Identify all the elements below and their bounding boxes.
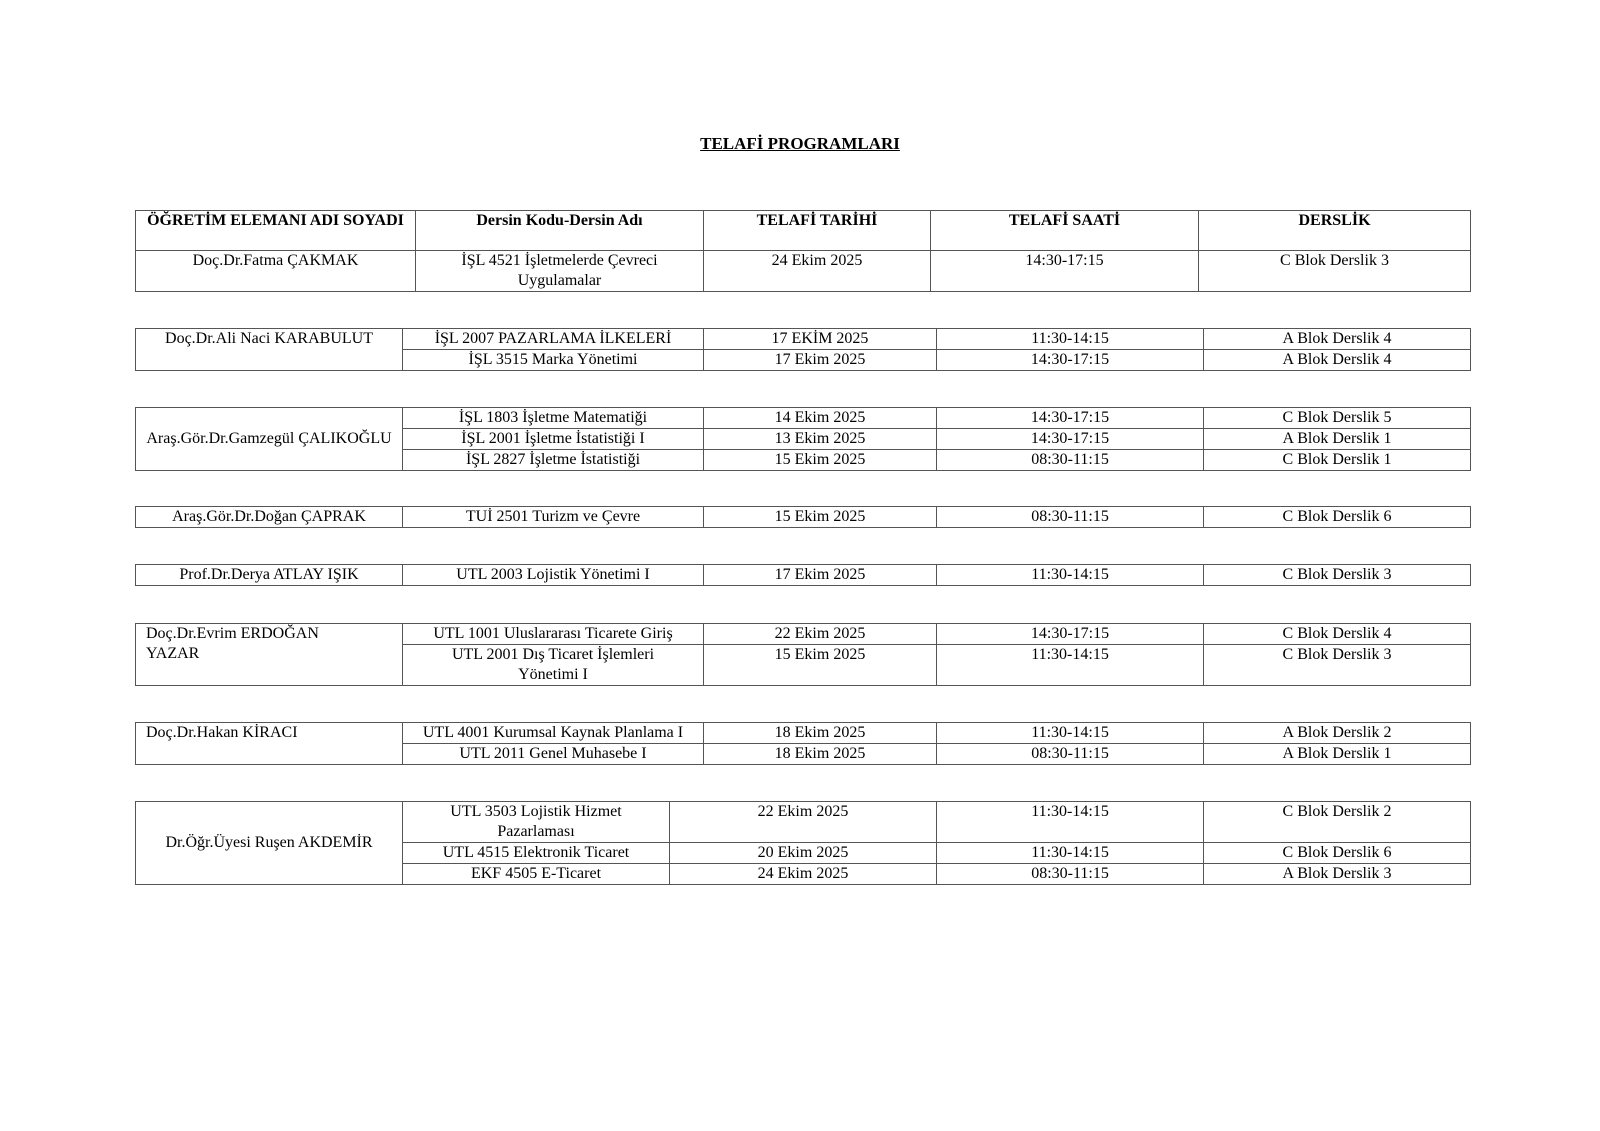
makeup-date: 18 Ekim 2025 — [704, 744, 937, 765]
classroom: C Blok Derslik 3 — [1204, 565, 1471, 586]
makeup-date: 15 Ekim 2025 — [704, 507, 937, 528]
course-name: TUİ 2501 Turizm ve Çevre — [403, 507, 704, 528]
makeup-date: 17 EKİM 2025 — [704, 329, 937, 350]
classroom: C Blok Derslik 3 — [1199, 251, 1471, 292]
table-row — [136, 624, 1471, 645]
schedule-table-8 — [135, 801, 1471, 885]
table-row — [136, 329, 1471, 350]
makeup-time: 11:30-14:15 — [937, 329, 1204, 350]
header-room: DERSLİK — [1199, 211, 1471, 251]
instructor-name: Prof.Dr.Derya ATLAY IŞIK — [136, 565, 403, 586]
makeup-time: 14:30-17:15 — [937, 408, 1204, 429]
document-title: TELAFİ PROGRAMLARI — [700, 134, 900, 153]
course-name: İŞL 1803 İşletme Matematiği — [403, 408, 704, 429]
instructor-name: Doç.Dr.Fatma ÇAKMAK — [136, 251, 416, 292]
makeup-date: 20 Ekim 2025 — [670, 843, 937, 864]
classroom: A Blok Derslik 3 — [1204, 864, 1471, 885]
classroom: C Blok Derslik 2 — [1204, 802, 1471, 843]
instructor-name-text: Doç.Dr.Evrim ERDOĞAN YAZAR — [146, 625, 319, 662]
table-row — [136, 408, 1471, 429]
schedule-table-2 — [135, 328, 1471, 371]
makeup-time: 14:30-17:15 — [937, 624, 1204, 645]
course-name: UTL 2011 Genel Muhasebe I — [403, 744, 704, 765]
course-name: UTL 3503 Lojistik Hizmet Pazarlaması — [403, 802, 670, 843]
schedule-table-5 — [135, 564, 1471, 586]
makeup-date: 22 Ekim 2025 — [670, 802, 937, 843]
makeup-date: 24 Ekim 2025 — [704, 251, 931, 292]
classroom: C Blok Derslik 5 — [1204, 408, 1471, 429]
table-row — [136, 802, 1471, 843]
course-name: UTL 2001 Dış Ticaret İşlemleri Yönetimi I — [403, 645, 704, 686]
classroom: A Blok Derslik 1 — [1204, 744, 1471, 765]
instructor-name: Dr.Öğr.Üyesi Ruşen AKDEMİR — [136, 802, 403, 885]
classroom: A Blok Derslik 4 — [1204, 350, 1471, 371]
makeup-time: 14:30-17:15 — [937, 350, 1204, 371]
instructor-name: Araş.Gör.Dr.Doğan ÇAPRAK — [136, 507, 403, 528]
course-name: UTL 4001 Kurumsal Kaynak Planlama I — [403, 723, 704, 744]
classroom: A Blok Derslik 1 — [1204, 429, 1471, 450]
makeup-time: 11:30-14:15 — [937, 565, 1204, 586]
classroom: A Blok Derslik 2 — [1204, 723, 1471, 744]
instructor-name: Doç.Dr.Ali Naci KARABULUT — [136, 329, 403, 371]
makeup-time: 08:30-11:15 — [937, 450, 1204, 471]
makeup-date: 13 Ekim 2025 — [704, 429, 937, 450]
header-row — [136, 211, 1471, 251]
schedule-table-4 — [135, 506, 1471, 528]
makeup-date: 14 Ekim 2025 — [704, 408, 937, 429]
header-instructor: ÖĞRETİM ELEMANI ADI SOYADI — [136, 211, 416, 251]
makeup-date: 17 Ekim 2025 — [704, 565, 937, 586]
header-date: TELAFİ TARİHİ — [704, 211, 931, 251]
classroom: C Blok Derslik 1 — [1204, 450, 1471, 471]
schedule-table-7 — [135, 722, 1471, 765]
makeup-time: 14:30-17:15 — [937, 429, 1204, 450]
makeup-date: 15 Ekim 2025 — [704, 645, 937, 686]
course-name: UTL 2003 Lojistik Yönetimi I — [403, 565, 704, 586]
header-course: Dersin Kodu-Dersin Adı — [416, 211, 704, 251]
course-name: İŞL 2007 PAZARLAMA İLKELERİ — [403, 329, 704, 350]
course-name: UTL 1001 Uluslararası Ticarete Giriş — [403, 624, 704, 645]
course-name: İŞL 3515 Marka Yönetimi — [403, 350, 704, 371]
makeup-time: 11:30-14:15 — [937, 645, 1204, 686]
classroom: A Blok Derslik 4 — [1204, 329, 1471, 350]
instructor-name — [136, 624, 403, 686]
makeup-date: 15 Ekim 2025 — [704, 450, 937, 471]
course-name: EKF 4505 E-Ticaret — [403, 864, 670, 885]
makeup-time: 08:30-11:15 — [937, 507, 1204, 528]
classroom: C Blok Derslik 6 — [1204, 843, 1471, 864]
makeup-time: 11:30-14:15 — [937, 802, 1204, 843]
table-row — [136, 565, 1471, 586]
classroom: C Blok Derslik 3 — [1204, 645, 1471, 686]
instructor-name: Araş.Gör.Dr.Gamzegül ÇALIKOĞLU — [136, 408, 403, 471]
table-row — [136, 251, 1471, 292]
classroom: C Blok Derslik 6 — [1204, 507, 1471, 528]
course-name: İŞL 2827 İşletme İstatistiği — [403, 450, 704, 471]
makeup-date: 22 Ekim 2025 — [704, 624, 937, 645]
course-name: İŞL 2001 İşletme İstatistiği I — [403, 429, 704, 450]
makeup-time: 11:30-14:15 — [937, 723, 1204, 744]
table-row — [136, 723, 1471, 744]
makeup-time: 14:30-17:15 — [931, 251, 1199, 292]
classroom: C Blok Derslik 4 — [1204, 624, 1471, 645]
schedule-table-6 — [135, 623, 1471, 686]
makeup-date: 18 Ekim 2025 — [704, 723, 937, 744]
makeup-date: 17 Ekim 2025 — [704, 350, 937, 371]
makeup-time: 08:30-11:15 — [937, 864, 1204, 885]
makeup-date: 24 Ekim 2025 — [670, 864, 937, 885]
course-name: İŞL 4521 İşletmelerde Çevreci Uygulamalar — [416, 251, 704, 292]
instructor-name: Doç.Dr.Hakan KİRACI — [136, 723, 403, 765]
table-row — [136, 507, 1471, 528]
makeup-time: 11:30-14:15 — [937, 843, 1204, 864]
schedule-table-1 — [135, 210, 1471, 292]
header-time: TELAFİ SAATİ — [931, 211, 1199, 251]
schedule-table-3 — [135, 407, 1471, 471]
makeup-time: 08:30-11:15 — [937, 744, 1204, 765]
course-name: UTL 4515 Elektronik Ticaret — [403, 843, 670, 864]
